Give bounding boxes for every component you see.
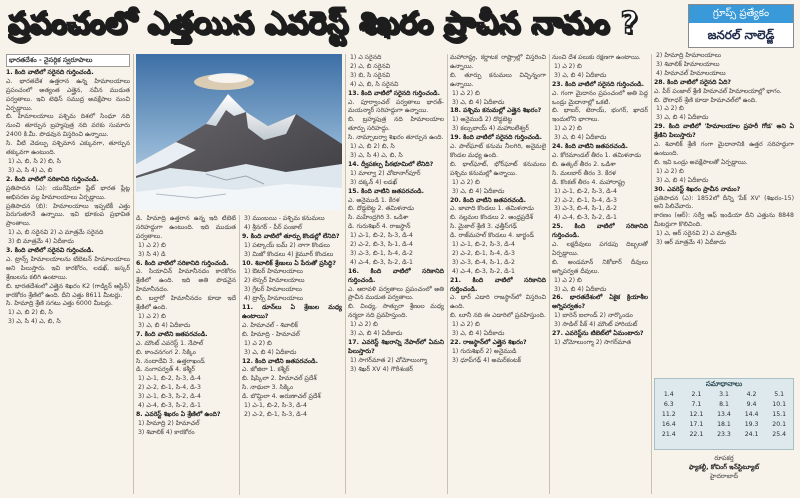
answer-options: 1) ఎ 2) బి: [452, 321, 480, 329]
everest-photo: [136, 54, 342, 210]
answer-options: 3) ఎ, బి 4) ఏదీకాదు: [452, 330, 505, 338]
answer-options: 1) ఎ, ఆర్ సరైనవి 2) ఎ మాత్రమే: [656, 230, 737, 238]
answer-options: 3) సి 4) డి: [138, 250, 166, 258]
question-text: 7. కింది వాటిని జతపరచండి.: [136, 330, 208, 338]
answer-cell: 20.1: [772, 421, 787, 428]
answer-options: 2) ఎ-2, బి-3, సి-1, డి-4: [350, 241, 413, 249]
statement-text: ఎ. జావాది కొండలు 1. తమిళనాడు: [450, 205, 534, 213]
answer-cell: 25.4: [772, 431, 787, 438]
answer-options: 1) ఎ, బి 2) బి, సి: [350, 143, 395, 151]
answer-options: 3) ధూప్‌గఢ్ 4) అమర్‌కంటక్: [452, 356, 522, 364]
answer-cell: 4.2: [746, 391, 757, 398]
answer-options: 1) ఎ-1, బి-2, సి-3, డి-4: [554, 187, 617, 195]
answer-cell: 21.4: [661, 431, 676, 438]
answer-options: 3) గ్రేటర్ హిమాలయాలు: [244, 286, 302, 294]
statement-text: బి. కాంచనగంగ 2. సిక్కిం: [136, 348, 196, 356]
question-text: 30. ఎవరెస్ట్ శిఖరం ప్రాచీన నామం?: [654, 185, 741, 193]
statement-text: ఎ. హిమాచల్ - శివాలిక్: [242, 321, 298, 329]
answer-options: 1) ఎ-1, బి-2, సి-3, డి-4: [138, 375, 201, 383]
statement-text: బి. అండమాన్ నికోబార్ దీవులు అగ్నిపర్వత దీవులు.: [552, 258, 648, 275]
answer-options: 1) గురుశిఖర్ 2) అనైముడి: [452, 347, 517, 355]
page-title: ప్రపంచంలో ఎత్తయిన ఎవరెస్ట్ శిఖరం ప్రాచీన నామం ?: [8, 6, 639, 41]
statement-text: బి. బల్తారో హిమానీనదం కూడా ఇదే శ్రేణిలో ఉంది.: [136, 295, 236, 312]
column-divider: [133, 54, 134, 494]
answer-options: 1) సాగర్‌మాత 2) చోమోలుంగ్మా: [350, 356, 428, 364]
answer-cell: 8.1: [719, 401, 729, 408]
statement-text: బి. ఉత్కల్ తీరం 2. ఒడిశా: [552, 160, 616, 168]
statement-text: బి. భారతదేశంలో ఎత్తైన శిఖరం K2 (గాడ్విన్ ఆస్టిన్) కారకోరం శ్రేణిలో ఉంది. దీని ఎత్తు 8611 మీటర్లు.: [6, 282, 130, 299]
statement-text: ఎ. పీర్ పంజాల్ శ్రేణి హిమాచల్ హిమాలయాల్లో భాగం.: [654, 87, 782, 95]
answer-options: 1) ఎ 2) బి: [656, 105, 684, 113]
statement-text: బి. షిప్కిలా 2. హిమాచల్ ప్రదేశ్: [242, 375, 317, 383]
question-text: 8. ఎవరెస్ట్ శిఖరం ఏ శ్రేణిలో ఉంది?: [136, 410, 221, 418]
answer-options: 3) ఆర్ మాత్రమే 4) ఏదీకాదు: [656, 239, 726, 247]
answer-options: 1) మాల్వా 2) చోటానాగ్‌పూర్: [350, 169, 421, 177]
answer-cell: 10.1: [772, 401, 787, 408]
question-text: 27. ఎవరెస్ట్‌ను టిబెట్‌లో ఏమంటారు?: [552, 330, 644, 338]
answer-key: [654, 378, 794, 450]
section-tag: [688, 4, 794, 48]
answer-options: 3) సాడిల్ పీక్ 4) మౌంట్ హారియట్: [554, 321, 638, 329]
text-column-4: [348, 54, 444, 494]
answer-options: 3) బి, సి సరైనవి: [350, 71, 391, 79]
statement-text: ఎ. పూర్వాంచల్ పర్వతాలు భారత్-మయన్మార్ సరిహద్దుగా ఉన్నాయి.: [348, 98, 444, 115]
answer-cell: 5.1: [774, 391, 785, 398]
statement-text: బి. థాల్‌ఘాట్, భోర్‌ఘాట్ కనుమలు పశ్చిమ కనుమల్లో ఉన్నాయి.: [450, 160, 546, 177]
statement-text: బి. బ్రహ్మపుత్ర నది హిమాలయాల తూర్పు సరిహద్దు.: [348, 116, 444, 133]
answer-options: 3) ఎ-1, బి-3, సి-2, డి-4: [138, 393, 201, 401]
answer-options: 4) హిమాచల్ హిమాలయాలు: [656, 69, 726, 77]
column-divider: [651, 54, 652, 494]
statement-text: ఎ. జోజిలా 1. కశ్మీర్: [242, 366, 290, 374]
answer-options: 1) ఎ 2) బి: [554, 62, 582, 70]
statement-text: సి. మహేంద్రగిరి 3. ఒడిశా: [348, 214, 409, 222]
answer-row: [655, 390, 793, 400]
statement-text: ఎ. అనైముడి 1. కేరళ: [348, 196, 400, 204]
answer-options: 1) ఎ 2) బి: [350, 321, 378, 329]
statement-text: డి. బొమ్డిలా 4. అరుణాచల్ ప్రదేశ్: [242, 393, 321, 401]
question-text: 3. కింది వాటిలో సరైనవి గుర్తించండి.: [6, 247, 94, 255]
answer-options: 3) ముంబయి - పశ్చిమ కనుమలు: [244, 215, 325, 222]
statement-text: బి. ధౌలాధర్ శ్రేణి కూడా హిమాచల్‌లో ఉంది.: [654, 96, 758, 104]
statement-text: ఎ. గంగా మైదానం ప్రపంచంలో అతి పెద్ద ఒండ్రు మైదానాల్లో ఒకటి.: [552, 89, 648, 106]
question-text: 10. శివాలిక్ శ్రేణులు ఏ పేరుతో ప్రసిద్ధి?: [242, 259, 336, 267]
statement-text: సి. మైకాల్ శ్రేణి 3. ఛత్తీస్‌గఢ్: [450, 223, 517, 231]
statement-text: ఎ. కోరమాండల్ తీరం 1. తమిళనాడు: [552, 151, 642, 159]
answer-cell: 3.1: [719, 391, 729, 398]
answer-options: 3) ఎ, బి 4) ఏదీకాదు: [554, 134, 607, 142]
statement-text: మహారాష్ట్ర, కర్ణాటక రాష్ట్రాల్లో విస్తరించి ఉన్నాయి.: [450, 54, 546, 70]
answer-options: 3) ఎ, బి 4) ఏదీకాదు: [452, 187, 505, 195]
statement-text: సి. వీటి వెడల్పు పశ్చిమాన ఎక్కువగా, తూర్పున తక్కువగా ఉంటుంది.: [6, 140, 130, 157]
answer-cell: 13.4: [717, 411, 731, 418]
answer-options: 4) ఎ-4, బి-3, సి-2, డి-1: [350, 258, 413, 266]
statement-text: సి. నామ్చాబర్వా శిఖరం తూర్పున ఉంది.: [348, 134, 444, 142]
answer-options: 1) ఎ-1, బి-2, సి-3, డి-4: [244, 402, 307, 410]
answer-cell: 24.1: [744, 431, 759, 438]
statement-text: బి. దొడ్డబెట్ట 2. తమిళనాడు: [348, 205, 415, 213]
statement-text: సి. మలబార్ తీరం 3. కేరళ: [552, 169, 616, 177]
answer-cell: 17.1: [689, 421, 704, 428]
statement-text: బి. హిమాద్రి - హిమాచల్: [242, 330, 300, 338]
answer-options: 3) ఎ-3, బి-1, సి-4, డి-2: [350, 249, 413, 257]
statement-text: ఎ. శివాలిక్ శ్రేణి గంగా మైదానానికి ఉత్తర సరిహద్దుగా ఉంటుంది.: [654, 141, 794, 157]
answer-options: 1) ఎ, బి సరైనవి 2) ఎ మాత్రమే సరైనది: [8, 229, 104, 237]
answer-options: 4) ఎ, బి, సి సరైనవి: [350, 80, 399, 88]
question-text: 24. కింది వాటిని జతపరచండి.: [552, 143, 628, 151]
answer-options: 1) ఎ, బి 2) బి, సి: [8, 309, 53, 317]
statement-text: బి. తూర్పు కనుమలు విచ్ఛిన్నంగా ఉన్నాయి.: [450, 71, 546, 88]
answer-options: 1) ఎ 2) బి: [554, 276, 582, 284]
answer-options: 3) మిజో కొండలు 4) కైమూర్ కొండలు: [244, 250, 334, 258]
answer-options: 1) ఎ 2) బి: [244, 339, 272, 347]
answer-cell: 11.2: [661, 411, 676, 418]
question-text: 28. కింది వాటిలో సరైనది ఏది?: [654, 78, 732, 86]
question-text: 22. రాజస్థాన్‌లో ఎత్తైన శిఖరం?: [450, 339, 527, 346]
answer-options: 3) శిఖర్ XV 4) గౌరీశంకర్: [350, 365, 413, 373]
answer-options: 1) ఎ 2) బి: [452, 89, 480, 97]
answer-options: 2) ఎ-2, బి-1, సి-3, డి-4: [244, 410, 307, 418]
answer-options: 4) ఎ-4, బి-3, సి-2, డి-1: [554, 214, 617, 222]
text-column-6: [552, 54, 648, 494]
answer-options: 1) ఎ సరైనది: [350, 54, 382, 61]
answer-options: 3) ఎ, బి 4) ఏదీకాదు: [656, 114, 709, 122]
statement-text: ప్రతిపాదన (బి): హిమాలయాలు ఇప్పటికీ ఎత్తు పెరుగుతూనే ఉన్నాయి. ఇవి భూకంప ప్రభావిత ప్రాంతాలు.: [6, 202, 130, 228]
answer-options: 3) ఎ, బి 4) ఏదీకాదు: [554, 71, 607, 79]
question-text: 23. కింది వాటిలో సరైనది గుర్తించండి.: [552, 80, 644, 88]
answer-cell: 23.3: [717, 431, 731, 438]
question-text: 19. కింది వాటిలో సరైనది గుర్తించండి.: [450, 134, 542, 142]
statement-text: డి. రాజ్‌మహల్ కొండలు 4. జార్ఖండ్: [450, 232, 534, 240]
question-text: 26. భారతదేశంలో ఏకైక క్రియాశీల అగ్నిపర్వతం?: [552, 294, 648, 311]
answer-options: 1) అనైముడి 2) దొడ్డబెట్ట: [452, 116, 513, 124]
question-text: 29. కింది వాటిలో 'హిమాలయాల ప్రహరీ గోడ' అని ఏ శ్రేణిని పిలుస్తారు?: [654, 123, 794, 140]
statement-text: ఎ. భారతదేశ ఉత్తరాన ఉన్న హిమాలయాలు ప్రపంచంలో అత్యంత ఎత్తైన, నవీన ముడుత పర్వతాలు. ఇవి టెథిస్ సముద్ర అవక్షేపాల నుంచి ఏర్పడ్డాయి.: [6, 77, 130, 112]
answer-options: 3) ఎ, బి 4) ఏదీకాదు: [138, 321, 191, 329]
text-column-3: [242, 215, 342, 495]
statement-text: డి. కొంకణ్ తీరం 4. మహారాష్ట్ర: [552, 178, 625, 186]
answer-row: [655, 430, 793, 440]
statement-text: డి. నంగాపర్వత్ 4. కశ్మీర్: [136, 366, 195, 374]
question-text: 2. కింది వాటిలో సరికానిది గుర్తించండి.: [6, 175, 99, 183]
answer-options: 3) ఎ, బి 4) ఏదీకాదు: [244, 348, 297, 356]
question-text: 21. కింది వాటిలో సరికానిది గుర్తించండి.: [450, 276, 546, 293]
question-text: 12. కింది వాటిని జతపరచండి.: [242, 357, 318, 365]
answer-cell: 18.1: [717, 421, 731, 428]
answer-options: 1) ఎ 2) బి: [138, 241, 166, 249]
statement-text: ఎ. పాల్‌ఘాట్ కనుమ నీలగిరి, అనైమలై కొండల మధ్య ఉంది.: [450, 143, 546, 159]
answer-table: [655, 390, 793, 440]
answer-options: 3) ఎ, బి 4) ఏదీకాదు: [656, 176, 709, 184]
answer-cell: 2.1: [691, 391, 702, 398]
answer-options: 2) ఎ, బి సరైనవి: [350, 62, 391, 70]
column-divider: [549, 54, 550, 494]
section-title: జనరల్ నాలెడ్జ్: [707, 28, 775, 42]
question-text: 18. పశ్చిమ కనుమల్లో ఎత్తైన శిఖరం?: [450, 107, 542, 115]
text-column-5: [450, 54, 546, 494]
answer-options: 4) శ్రీనగర్ - పీర్ పంజాల్: [244, 223, 302, 231]
answer-options: 1) ఎ 2) బి: [138, 312, 166, 320]
answer-options: 3) శివాలిక్ 4) కారకోరం: [138, 428, 195, 436]
credit-place: హైదరాబాద్: [709, 473, 739, 480]
question-text: 14. ద్వీపకల్ప పీఠభూమిలో లేనిది?: [348, 160, 434, 168]
question-text: 25. కింది వాటిలో సరికానిది గుర్తించండి.: [552, 223, 648, 240]
statement-text: బి. భాబర్, టెరాయ్, భంగర్, ఖాదర్ ఇందులోని భాగాలు.: [552, 107, 648, 124]
credit-role: రూపకర్త: [714, 455, 734, 462]
answer-options: 4) ఎ-4, బి-3, సి-2, డి-1: [138, 402, 201, 410]
answer-options: 2) ఎ-2, బి-1, సి-4, డి-3: [138, 384, 201, 392]
answer-options: 4) ఎ-4, బి-3, సి-2, డి-1: [452, 267, 515, 275]
author-credit: [654, 454, 794, 494]
question-text: 13. కింది వాటిలో సరైనది గుర్తించండి.: [348, 89, 440, 97]
statement-text: ఎ. థార్ ఎడారి రాజస్థాన్‌లో విస్తరించి ఉంది.: [450, 294, 546, 311]
answer-options: 1) ఎ, బి, సి 2) బి, సి: [8, 157, 62, 165]
answer-options: 3) దక్కన్ 4) లడఖ్: [350, 178, 398, 186]
answer-options: 3) ఎ, బి 4) ఏదీకాదు: [452, 98, 505, 106]
statement-text: నుంచి దేశ పలుకు రక్షణగా ఉంటాయి.: [552, 54, 641, 61]
statement-text: ఎ. సియాచిన్ హిమానీనదం కారకోరం శ్రేణిలో ఉంది. ఇది అతి పొడవైన హిమానీనదం.: [136, 268, 236, 294]
question-text: 20. కింది వాటిని జతపరచండి.: [450, 196, 526, 204]
statement-text: సి. నాథులా 3. సిక్కిం: [242, 384, 294, 392]
answer-key-title: సమాధానాలు: [705, 380, 743, 388]
answer-options: 4) ట్రాన్స్ హిమాలయాలు: [244, 295, 303, 303]
answer-options: 3) ఎ, బి 4) ఏదీకాదు: [554, 285, 607, 293]
answer-options: 3) శివాలిక్ హిమాలయాలు: [656, 60, 720, 68]
answer-options: 1) ఎ 2) బి: [554, 125, 582, 133]
answer-cell: 14.4: [744, 411, 759, 418]
mountain-image: [136, 54, 342, 210]
statement-text: బి. వింధ్య, సాత్పురా శ్రేణుల మధ్య నర్మదా నది ప్రవహిస్తుంది.: [348, 303, 444, 320]
answer-options: 2) ఎ-2, బి-1, సి-4, డి-3: [452, 249, 515, 257]
credit-name: ఫ్యాకల్టీ, కోచింగ్ ఇన్‌స్టిట్యూట్: [688, 464, 760, 471]
answer-row: [655, 410, 793, 420]
answer-cell: 6.3: [663, 401, 674, 408]
answer-options: 3) బి మాత్రమే 4) ఏదీకాదు: [8, 238, 74, 246]
statement-text: సి. నందాదేవి 3. ఉత్తరాఖండ్: [136, 357, 205, 365]
answer-cell: 7.1: [691, 401, 702, 408]
question-text: 1. కింది వాటిలో సరైనది గుర్తించండి.: [6, 68, 94, 76]
question-text: 6. కింది వాటిలో సరికానిది గుర్తించండి.: [136, 259, 229, 267]
answer-cell: 19.3: [744, 421, 759, 428]
answer-options: 3) ఎ, సి 4) ఎ, బి: [8, 166, 53, 174]
answer-options: 3) ఎ, సి 4) ఎ, బి, సి: [350, 151, 403, 159]
statement-text: బి. లూనీ నది ఈ ఎడారిలో ప్రవహిస్తుంది.: [450, 312, 546, 320]
statement-text: ప్రతిపాదన (ఎ): 1852లో దీన్ని 'పీక్ XV' (శిఖరం-15) అని పిలిచేవారు.: [654, 194, 794, 211]
text-column-2: [136, 215, 236, 495]
answer-options: 3) ఎ-3, బి-4, సి-1, డి-2: [554, 205, 617, 213]
column-divider: [239, 215, 240, 495]
question-text: 16. కింది వాటిలో సరికానిది గుర్తించండి.: [348, 267, 444, 284]
statement-text: డి. గురుశిఖర్ 4. రాజస్థాన్: [348, 223, 411, 231]
column-divider: [345, 54, 346, 494]
question-text: 9. కింది వాటిలో తూర్పు కొండల్లో లేనిది?: [242, 232, 340, 240]
answer-options: 3) ఎ-3, బి-4, సి-1, డి-2: [452, 258, 515, 266]
statement-text: కారణం (ఆర్): సర్వే ఆఫ్ ఇండియా దీని ఎత్తును 8848 మీటర్లుగా కొలిచింది.: [654, 212, 794, 229]
answer-cell: 16.4: [661, 421, 676, 428]
answer-options: 1) పట్కాయ్ బమ్ 2) నాగా కొండలు: [244, 241, 330, 249]
question-text: 11. డూన్‌లు ఏ శ్రేణుల మధ్య ఉంటాయి?: [242, 304, 342, 320]
answer-cell: 22.1: [689, 431, 704, 438]
answer-options: 3) ఎ, సి 4) ఎ, బి, సి: [8, 318, 61, 326]
answer-options: 3) కల్సుబాయ్ 4) మహాబలేశ్వర్: [452, 125, 529, 133]
question-text: 15. కింది వాటిని జతపరచండి.: [348, 187, 424, 195]
statement-text: బి. నల్లమల కొండలు 2. ఆంధ్రప్రదేశ్: [450, 214, 533, 222]
statement-text: డి. హిమాద్రి ఉత్తరాన ఉన్న ఇది టిబెట్ సరిహద్దుగా ఉంటుంది. ఇది ముడుత పర్వతాలు.: [136, 215, 236, 240]
answer-options: 1) ఎ 2) బి: [656, 167, 684, 175]
answer-options: 1) ఎ-1, బి-2, సి-3, డి-4: [452, 241, 515, 249]
answer-options: 1) చోమోలుంగ్మా 2) సాగర్‌మాత: [554, 339, 632, 346]
answer-options: 1) ఎ 2) బి: [452, 178, 480, 186]
answer-cell: 9.4: [746, 401, 757, 408]
statement-text: ఎ. లక్షదీవులు పగడపు దిబ్బలతో ఏర్పడ్డాయి.: [552, 241, 648, 257]
text-column-7: [654, 52, 794, 374]
answer-options: 1) హిమాద్రి 2) హిమాచల్: [138, 419, 200, 427]
statement-text: ఎ. ఆరావళి పర్వతాలు ప్రపంచంలో అతి ప్రాచీన ముడుత పర్వతాలు.: [348, 285, 444, 302]
statement-text: బి. ఇవి ఒండ్రు అవక్షేపాలతో ఏర్పడ్డాయి.: [654, 158, 748, 166]
answer-row: [655, 420, 793, 430]
statement-text: బి. హిమాలయాలు పశ్చిమ దిశలో సింధూ నది నుంచి తూర్పున బ్రహ్మపుత్ర నది వరకు సుమారు 2400 కి.మీ. పొడవున విస్తరించి ఉన్నాయి.: [6, 113, 130, 139]
statement-text: ఎ. మౌంట్ ఎవరెస్ట్ 1. నేపాల్: [136, 339, 204, 347]
answer-options: 1) బారెన్ ఐలాండ్ 2) నార్కొండం: [554, 312, 633, 320]
answer-options: 1) ఔటర్ హిమాలయాలు: [244, 268, 303, 276]
answer-options: 2) లెస్సర్ హిమాలయాలు: [244, 277, 305, 285]
answer-cell: 15.1: [772, 411, 787, 418]
series-label: గ్రూప్స్ ప్రత్యేకం: [689, 5, 793, 23]
answer-row: [655, 400, 793, 410]
answer-options: 1) ఎ-1, బి-2, సి-3, డి-4: [350, 232, 413, 240]
column-divider: [447, 54, 448, 494]
text-column-1: [6, 54, 130, 494]
question-text: 17. ఎవరెస్ట్ శిఖరాన్ని నేపాల్‌లో ఏమని పిలుస్తారు?: [348, 339, 444, 355]
statement-text: ఎ. ట్రాన్స్ హిమాలయాలను టిబెటన్ హిమాలయాలు అని పిలుస్తారు. ఇవి కారకోరం, లడఖ్, జస్కర్ శ్రేణులను కలిగి ఉంటాయి.: [6, 255, 130, 281]
answer-options: 3) ఎ, బి 4) ఏదీకాదు: [350, 330, 403, 338]
statement-text: ప్రతిపాదన (ఎ): యురేషియా ప్లేట్ భారత ప్లేట్ల అభిసరణ వల్ల హిమాలయాలు ఏర్పడ్డాయి.: [6, 184, 130, 201]
section-heading: భారతదేశం - నైసర్గిక స్వరూపాలు: [6, 54, 130, 67]
answer-options: 2) హిమాద్రి హిమాలయాలు: [656, 52, 721, 59]
answer-cell: 12.1: [689, 411, 704, 418]
answer-options: 2) ఎ-2, బి-1, సి-4, డి-3: [554, 196, 617, 204]
answer-cell: 1.4: [663, 391, 674, 398]
statement-text: సి. హిమాద్రి శ్రేణి సగటు ఎత్తు 6000 మీటర్లు.: [6, 300, 113, 308]
